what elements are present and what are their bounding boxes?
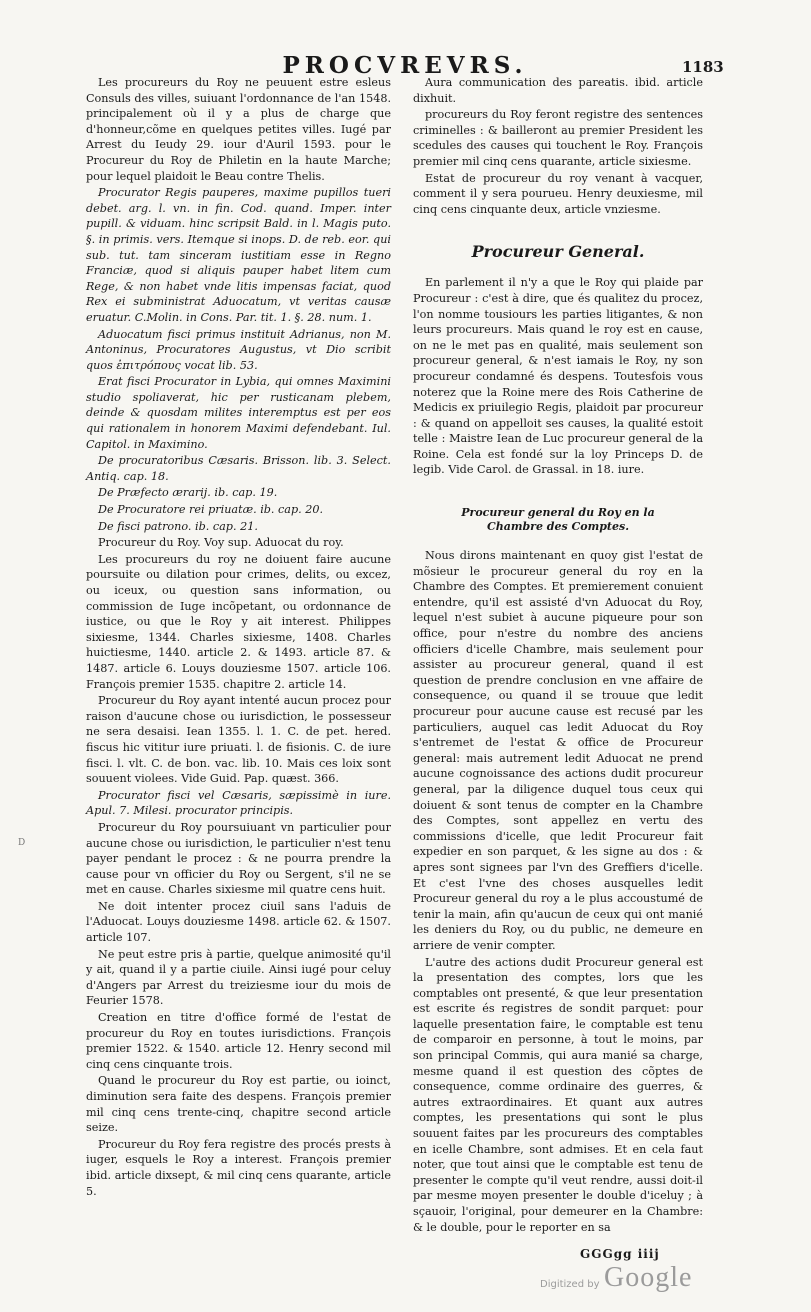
digitized-watermark — [540, 1262, 740, 1298]
latin-paragraph: De procuratoribus Cæsaris. Brisson. lib. 3. Select. Antiq. cap. 18. — [86, 454, 391, 483]
paragraph: L'autre des actions dudit Procureur general est la presentation des comptes, lors que les comptables ont presenté, & que leur presentation est escrite és registres de sondit parquet: pour laquelle presentation faire, le comptable est tenu de comparoir en personne, à tout le moins, par son principal Commis, qui aura manié sa charge, mesme quand il est question des cõptes de consequence, comme ordinaire des guerres, & autres extraordinaires. Et quant aux autres comptes, les presentations qui sont le plus souuent faites par les procureurs des comptables en icelle Chambre, sont admises. Et en cela faut noter, que tout ainsi que le comptable est tenu de presenter le compte qu'il veut rendre, aussi doit-il par mesme moyen presenter le double d'iceluy ; à sçauoir, l'original, pour demeurer en la Chambre: & le double, pour le reporter en sa — [413, 955, 703, 1234]
subsection-heading: Procureur general du Roy en la Chambre des Comptes. — [461, 506, 655, 534]
latin-paragraph: Procurator fisci vel Cæsaris, sæpissimè in iure. Apul. 7. Milesi. procurator principis. — [86, 788, 391, 818]
paragraph: Les procureurs du roy ne doiuent faire aucune poursuite ou dilation pour crimes, delits, ou excez, ou iceux, ou question sans information, ou commission de Iuge incõpetant, ou ordonnance de iustice, ou que le Roy y ait interest. Philippes sixiesme, 1344. Charles sixiesme, 1408. Charles huictiesme, 1440. article 2. & 1493. article 87. & 1487. article 6. Louys douziesme 1507. article 106. François premier 1535. chapitre 2. article 14. — [86, 552, 391, 691]
paragraph: Procureur du Roy fera registre des procés prests à iuger, esquels le Roy a interest. François premier ibid. article dixsept, & mil cinq cens quarante, article 5. — [86, 1137, 391, 1198]
paragraph: Ne doit intenter procez ciuil sans l'aduis de l'Aduocat. Louys douziesme 1498. article 62. & 1507. article 107. — [86, 899, 391, 945]
latin-paragraph: De Præfecto ærarij. ib. cap. 19. — [98, 486, 278, 500]
paragraph: En parlement il n'y a que le Roy qui plaide par Procureur : c'est à dire, que és qualitez du procez, l'on nomme tousiours les parties litigantes, & non leurs procureurs. Mais quand le roy est en cause, on ne le met pas en qualité, mais seulement son procureur general, & n'est iamais le Roy, ny son procureur condamné és despens. Toutesfois vous noterez que la Roine mere des Rois Catherine de Medicis ex priuilegio Regis, plaidoit par procureur : & quand on appelloit ses causes, la qualité estoit telle : Maistre Iean de Luc procureur general de la Roine. Cela est fondé sur la loy Princeps D. de legib. Vide Carol. de Grassal. in 18. iure. — [413, 276, 703, 477]
left-column — [86, 75, 391, 1230]
latin-paragraph: Procurator Regis pauperes, maxime pupillos tueri debet. arg. l. vn. in fin. Cod. quand. Imper. inter pupill. & viduam. hinc scripsit Bald. in l. Magis puto. §. in primis. vers. Itemque si inops. D. de reb. eor. qui sub. tut. tam sinceram iustitiam esse in Regno Franciæ, quod si aliquis pauper habet litem cum Rege, & non habet vnde litis impensas faciat, quod Rex ei subministrat Aduocatum, vt veritas causæ eruatur. C.Molin. in Cons. Par. tit. 1. §. 28. num. 1. — [86, 186, 391, 324]
latin-paragraph: De fisci patrono. ib. cap. 21. — [98, 519, 258, 533]
paragraph: Ne peut estre pris à partie, quelque animosité qu'il y ait, quand il y a partie ciuile. Ainsi iugé pour celuy d'Angers par Arrest du treiziesme iour du mois de Feurier 1578. — [86, 947, 391, 1008]
google-logo: Google — [604, 1262, 693, 1293]
paragraph: Les procureurs du Roy ne peuuent estre esleus Consuls des villes, suiuant l'ordonnance de l'an 1548. principalement où il y a plus de charge que d'honneur,cõme en quelques petites villes. Iugé par Arrest du Ieudy 29. iour d'Auril 1593. pour le Procureur du Roy de Philetin en la haute Marche; pour lequel plaidoit le Beau contre Thelis. — [86, 76, 391, 183]
paragraph: Estat de procureur du roy venant à vacquer, comment il y sera pourueu. Henry deuxiesme, mil cinq cens cinquante deux, article vnziesme. — [413, 171, 703, 216]
page-number: 1183 — [682, 58, 724, 76]
margin-mark: D — [18, 838, 26, 848]
paragraph: Procureur du Roy. Voy sup. Aduocat du roy. — [98, 536, 344, 550]
right-column — [413, 75, 703, 1234]
paragraph: Procureur du Roy ayant intenté aucun procez pour raison d'aucune chose ou iurisdiction, le possesseur ne sera desaisi. Iean 1355. l. 1. C. de pet. hered. fiscus hic vititur iure priuati. l. de fisionis. C. de iure fisci. l. vlt. C. de bon. vac. lib. 10. Mais ces loix sont souuent violees. Vide Guid. Pap. quæst. 366. — [86, 694, 391, 786]
latin-paragraph: Erat fisci Procurator in Lybia, qui omnes Maximini studio spoliaverat, hic per rusticanam plebem, deinde & quosdam milites interemptus est per eos qui rationalem in honorem Maximi defendebant. Iul. Capitol. in Maximino. — [86, 375, 391, 451]
signature-mark: GGGgg iiij — [580, 1247, 660, 1261]
latin-paragraph: De Procuratore rei priuatæ. ib. cap. 20. — [98, 503, 324, 517]
paragraph: Quand le procureur du Roy est partie, ou ioinct, diminution sera faite des despens. François premier mil cinq cens trente-cinq, chapitre second article seize. — [86, 1074, 391, 1135]
paragraph: Procureur du Roy poursuiuant vn particulier pour aucune chose ou iurisdiction, le particulier n'est tenu payer pendant le procez : & ne pourra prendre la cause pour vn officier du Roy ou Sergent, s'il ne se met en cause. Charles sixiesme mil quatre cens huit. — [86, 820, 391, 897]
latin-paragraph: Aduocatum fisci primus instituit Adrianus, non M. Antoninus, Procuratores Augustus, vt Dio scribit quos ἐπιτρόπους vocat lib. 53. — [86, 327, 391, 372]
section-heading: Procureur General. — [471, 242, 645, 262]
paragraph: Creation en titre d'office formé de l'estat de procureur du Roy en toutes iurisdictions. François premier 1522. & 1540. article 12. Henry second mil cinq cens cinquante trois. — [86, 1011, 391, 1071]
watermark-prefix: Digitized by — [540, 1279, 600, 1290]
page-title: PROCVREVRS. — [282, 52, 528, 79]
paragraph: Aura communication des pareatis. ibid. article dixhuit. — [413, 76, 703, 105]
paragraph: procureurs du Roy feront registre des sentences criminelles : & bailleront au premier President les scedules des causes qui touchent le Roy. François premier mil cinq cens quarante, article sixiesme. — [413, 108, 703, 168]
paragraph: Nous dirons maintenant en quoy gist l'estat de mõsieur le procureur general du roy en la Chambre des Comptes. Et premierement conuient entendre, qu'il est assisté d'vn Aduocat du Roy, lequel n'est subiet à aucune piqueure pour son office, pour n'estre du nombre des anciens officiers d'icelle Chambre, mais seulement pour assister au procureur general, quand il est question de prendre conclusion en vne affaire de consequence, ou quand il se trouue que ledit procureur pour aucune cause est recusé par les particuliers, auquel cas ledit Aduocat du Roy s'entremet de l'estat & office de Procureur general: mais autrement ledit Aduocat ne prend aucune cognoissance des actions dudit procureur general, par la diligence duquel tous ceux qui doiuent & sont tenus de compter en la Chambre des Comptes, sont appellez en vertu des commissions d'icelle, que ledit Procureur fait expedier en son parquet, & les signe au dos : & apres sont signees par l'vn des Greffiers d'icelle. Et c'est l'vne des choses ausquelles ledit Procureur general du roy a le plus accoustumé de tenir la main, afin qu'aucun de ceux qui ont manié les deniers du Roy, ou du public, ne demeure en arriere de venir compter. — [413, 549, 703, 952]
